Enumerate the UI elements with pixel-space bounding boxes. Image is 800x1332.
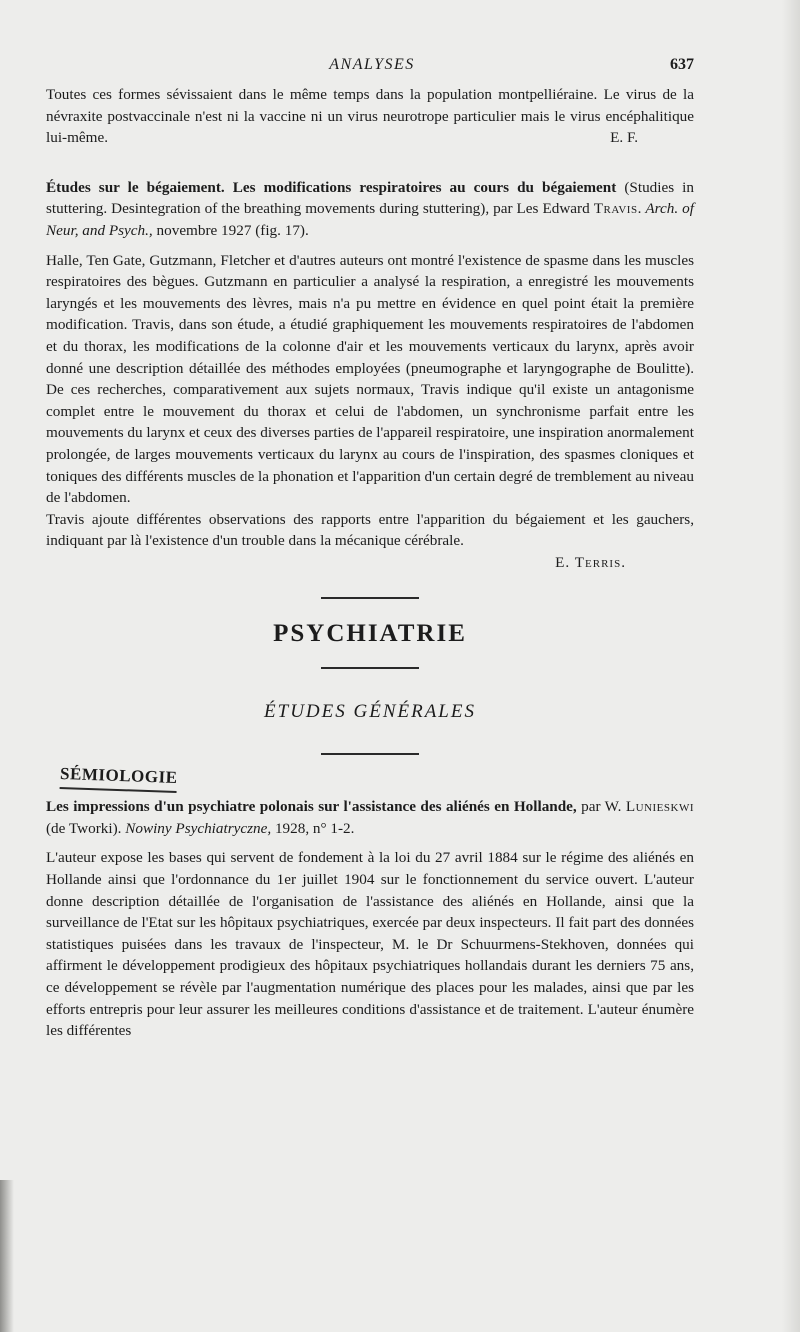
scan-shadow-left — [0, 1180, 14, 1332]
citation-suffix: novembre 1927 (fig. 17). — [156, 221, 309, 239]
journal-name: Nowiny Psychiatryczne, — [125, 819, 272, 837]
page-content — [46, 84, 694, 1052]
section-divider — [321, 597, 419, 599]
paragraph: L'auteur expose les bases qui servent de fondement à la loi du 27 avril 1884 sur le régime des aliénés en Hollande ainsi que l'ordonnance du 1er juillet 1904 sur le fonctionnement du service ouvert. L'auteur donne description détaillée de l'organisation de l'assistance des aliénés en Hollande, ainsi que la surveillance de l'Etat sur les hôpitaux psychiatriques, exercée par deux inspecteurs. Il fait part des données statistiques puisées dans les travaux de l'inspecteur, M. le Dr Schuurmens-Stekhoven, données qui affirment le développement prodigieux des hôpitaux psychiatriques hollandais durant les derniers 75 ans, ce développement se révèle par l'augmentation numérique des places pour les malades, ainsi que par les efforts entrepris pour leur assurer les meilleures conditions d'assistance et de traitement. L'auteur énumère les différentes — [46, 849, 694, 1040]
author-name: Travis — [593, 200, 638, 218]
article-ending — [46, 84, 694, 149]
citation-prefix: (Studies in stuttering. Desintegration of the breathing movements during stuttering), par Les Edward — [46, 178, 694, 218]
section-divider — [321, 753, 419, 755]
citation-prefix: par W. — [581, 798, 622, 816]
section-title: PSYCHIATRIE — [273, 620, 467, 648]
article-studies-stuttering — [46, 177, 694, 574]
signature: E. Terris. — [555, 553, 626, 571]
running-title: ANALYSES — [329, 56, 415, 73]
paragraph — [46, 84, 694, 149]
subsection-title: ÉTUDES GÉNÉRALES — [264, 701, 476, 723]
citation-suffix: 1928, n° 1-2. — [274, 819, 355, 837]
page-header — [50, 56, 694, 78]
article-polish-psychiatrist — [46, 796, 694, 1042]
journal-name: Arch. of Neur, and Psych., — [46, 200, 694, 239]
scan-shadow-right — [782, 0, 800, 1332]
article-title: Les impressions d'un psychiatre polonais sur l'assistance des aliénés en Hollande, — [46, 798, 577, 816]
author-name: Lunieskwi — [625, 798, 694, 816]
article-heading: Études sur le bégaiement. Les modifications respiratoires au cours du bégaiement (Studies in stuttering. Desintegration of the breathing movements during stuttering), par Les Edward Travis. Arch. of Neur, and Psych., novembre 1927 (fig. 17). — [46, 178, 694, 239]
rubric-heading: SÉMIOLOGIE — [60, 763, 178, 793]
page-number: 637 — [670, 56, 694, 73]
section-divider — [321, 667, 419, 669]
paragraph-text: Toutes ces formes sévissaient dans le même temps dans la population montpelliéraine. Le virus de la névraxite postvaccinale n'est ni la vaccine ni un virus neurotrope particulier mais le virus encéphalitique lui-même. — [46, 86, 694, 147]
article-heading — [46, 796, 694, 839]
paragraph: Travis ajoute différentes observations des rapports entre l'apparition du bégaiement et les gauchers, indiquant par là l'existence d'un trouble dans la mécanique cérébrale. — [46, 510, 694, 550]
citation-middle: (de Tworki). — [46, 819, 122, 837]
signature: E. F. — [610, 129, 638, 147]
paragraph: Halle, Ten Gate, Gutzmann, Fletcher et d'autres auteurs ont montré l'existence de spasme dans les muscles respiratoires des bègues. Gutzmann en particulier a analysé la respiration, a enregistré les mouvements laryngés et les mouvements des lèvres, mais n'a pu mettre en évidence en quel point était la première modification. Travis, dans son étude, a étudié graphiquement les mouvements respiratoires de l'abdomen et du thorax, les modifications de la colonne d'air et les mouvements verticaux du larynx, après avoir donné une description détaillée des méthodes employées (pneumographe et laryngographe de Boulitte). De ces recherches, comparativement aux sujets normaux, Travis indique qu'il existe un antagonisme complet entre le mouvement du thorax et celui de l'abdomen, un synchronisme parfait entre les mouvements du larynx et ceux des diverses parties de l'appareil respiratoire, une inspiration anormalement prolongée, de larges mouvements verticaux du larynx au cours de l'inspiration, des spasmes cloniques et toniques des différents muscles de la phonation et l'apparition d'un certain degré de tremblement au niveau de l'abdomen. — [46, 251, 694, 507]
article-title: Études sur le bégaiement. Les modifications respiratoires au cours du bégaiement — [46, 178, 617, 196]
